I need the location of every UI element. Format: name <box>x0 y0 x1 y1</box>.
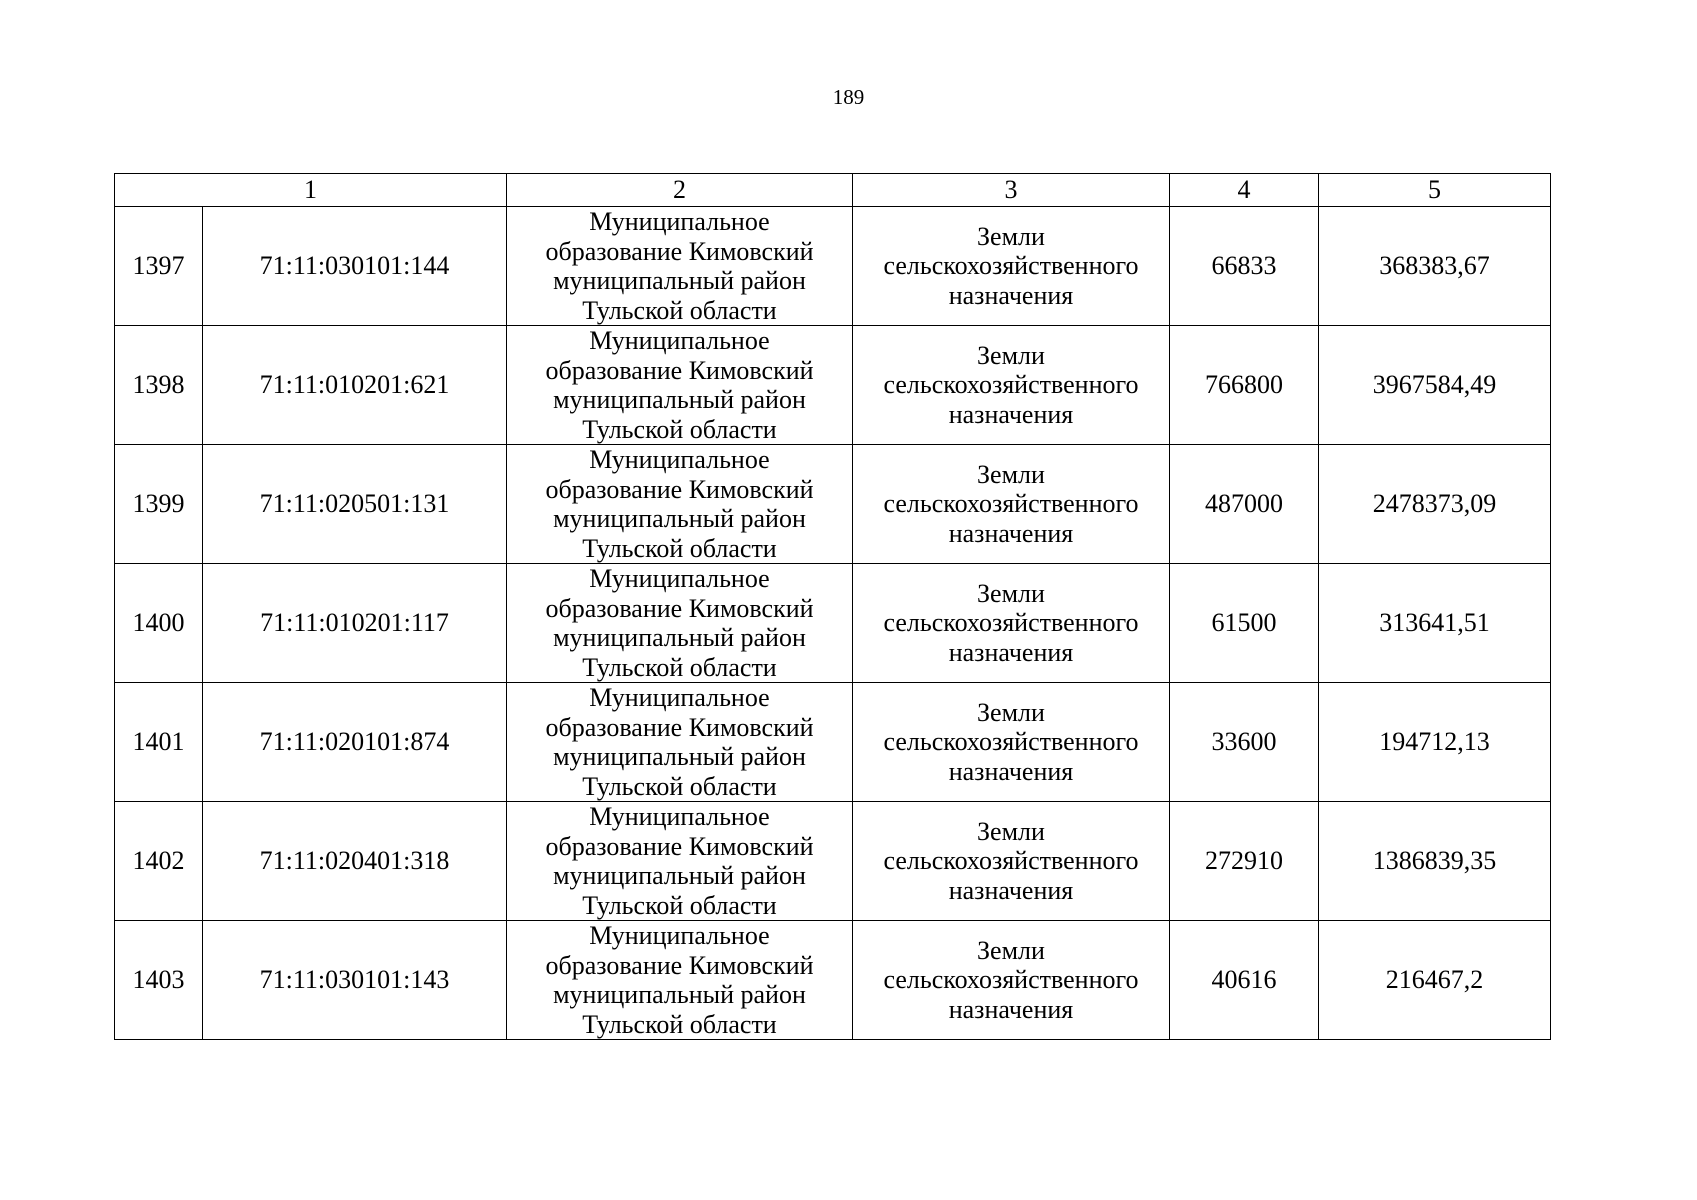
table-row <box>115 564 1551 683</box>
owner-cell <box>507 207 853 326</box>
owner-cell-line: муниципальный район <box>553 742 806 771</box>
owner-cell-line: Муниципальное <box>589 802 770 831</box>
owner-cell-line: муниципальный район <box>553 385 806 414</box>
owner-cell-line: Тульской области <box>582 295 777 325</box>
owner-cell-line: Тульской области <box>582 414 777 444</box>
land-category-cell-line: Земли <box>977 935 1045 965</box>
table-row <box>115 802 1551 921</box>
land-category-cell-line: сельскохозяйственного <box>883 846 1139 876</box>
row-number-cell: 1402 <box>115 802 203 921</box>
owner-cell-line: Тульской области <box>582 533 777 563</box>
land-category-cell-line: Земли <box>977 221 1045 251</box>
land-category-cell-line: назначения <box>948 518 1074 548</box>
land-category-cell-line: Земли <box>977 459 1045 489</box>
row-number-cell: 1398 <box>115 326 203 445</box>
owner-cell-line: муниципальный район <box>553 623 806 652</box>
land-category-cell <box>853 564 1170 683</box>
table-body <box>115 174 1551 1040</box>
land-category-cell-line: назначения <box>948 875 1074 905</box>
cadastral-value-cell: 194712,13 <box>1319 683 1551 802</box>
cadastral-number-cell: 71:11:030101:144 <box>203 207 507 326</box>
header-col-4: 4 <box>1170 174 1319 207</box>
land-category-cell-line: сельскохозяйственного <box>883 727 1139 757</box>
land-category-cell-line: назначения <box>948 399 1074 429</box>
land-category-cell-line: сельскохозяйственного <box>883 965 1139 995</box>
cadastral-value-cell: 368383,67 <box>1319 207 1551 326</box>
land-category-cell-line: назначения <box>948 637 1074 667</box>
land-plots-table <box>114 173 1551 1040</box>
owner-cell-line: образование Кимовский <box>545 831 814 861</box>
owner-cell-line: Муниципальное <box>589 326 770 355</box>
owner-cell-line: образование Кимовский <box>545 474 814 504</box>
owner-cell-line: Муниципальное <box>589 207 770 236</box>
land-category-cell-line: Земли <box>977 340 1045 370</box>
land-category-cell-line: Земли <box>977 578 1045 608</box>
cadastral-number-cell: 71:11:010201:621 <box>203 326 507 445</box>
owner-cell-line: Муниципальное <box>589 564 770 593</box>
owner-cell-line: образование Кимовский <box>545 355 814 385</box>
cadastral-number-cell: 71:11:020501:131 <box>203 445 507 564</box>
header-col-5: 5 <box>1319 174 1551 207</box>
land-category-cell-line: назначения <box>948 756 1074 786</box>
table-row <box>115 207 1551 326</box>
row-number-cell: 1401 <box>115 683 203 802</box>
cadastral-number-cell: 71:11:010201:117 <box>203 564 507 683</box>
area-cell: 487000 <box>1170 445 1319 564</box>
owner-cell-line: образование Кимовский <box>545 950 814 980</box>
land-category-cell-line: сельскохозяйственного <box>883 251 1139 281</box>
area-cell: 272910 <box>1170 802 1319 921</box>
land-category-cell-line: сельскохозяйственного <box>883 489 1139 519</box>
table-row <box>115 683 1551 802</box>
owner-cell <box>507 445 853 564</box>
row-number-cell: 1397 <box>115 207 203 326</box>
cadastral-number-cell: 71:11:030101:143 <box>203 921 507 1040</box>
land-category-cell-line: назначения <box>948 994 1074 1024</box>
owner-cell-line: Тульской области <box>582 652 777 682</box>
cadastral-number-cell: 71:11:020101:874 <box>203 683 507 802</box>
owner-cell-line: Муниципальное <box>589 921 770 950</box>
land-category-cell <box>853 445 1170 564</box>
cadastral-value-cell: 216467,2 <box>1319 921 1551 1040</box>
land-category-cell-line: назначения <box>948 280 1074 310</box>
owner-cell <box>507 326 853 445</box>
table-row <box>115 921 1551 1040</box>
cadastral-value-cell: 313641,51 <box>1319 564 1551 683</box>
land-category-cell-line: сельскохозяйственного <box>883 370 1139 400</box>
owner-cell-line: муниципальный район <box>553 266 806 295</box>
cadastral-value-cell: 3967584,49 <box>1319 326 1551 445</box>
owner-cell-line: муниципальный район <box>553 861 806 890</box>
cadastral-number-cell: 71:11:020401:318 <box>203 802 507 921</box>
row-number-cell: 1400 <box>115 564 203 683</box>
header-col-3: 3 <box>853 174 1170 207</box>
area-cell: 766800 <box>1170 326 1319 445</box>
owner-cell <box>507 564 853 683</box>
area-cell: 61500 <box>1170 564 1319 683</box>
owner-cell <box>507 802 853 921</box>
owner-cell-line: Муниципальное <box>589 683 770 712</box>
area-cell: 66833 <box>1170 207 1319 326</box>
land-category-cell-line: Земли <box>977 697 1045 727</box>
owner-cell-line: Муниципальное <box>589 445 770 474</box>
owner-cell-line: образование Кимовский <box>545 593 814 623</box>
header-col-2: 2 <box>507 174 853 207</box>
area-cell: 33600 <box>1170 683 1319 802</box>
owner-cell-line: муниципальный район <box>553 980 806 1009</box>
land-category-cell-line: Земли <box>977 816 1045 846</box>
land-category-cell <box>853 683 1170 802</box>
land-category-cell <box>853 207 1170 326</box>
land-category-cell <box>853 921 1170 1040</box>
land-category-cell-line: сельскохозяйственного <box>883 608 1139 638</box>
area-cell: 40616 <box>1170 921 1319 1040</box>
table-row <box>115 326 1551 445</box>
land-category-cell <box>853 326 1170 445</box>
owner-cell <box>507 921 853 1040</box>
owner-cell-line: образование Кимовский <box>545 236 814 266</box>
header-col-1: 1 <box>115 174 507 207</box>
cadastral-value-cell: 2478373,09 <box>1319 445 1551 564</box>
row-number-cell: 1399 <box>115 445 203 564</box>
owner-cell-line: Тульской области <box>582 1009 777 1039</box>
page-number: 189 <box>832 85 865 109</box>
owner-cell-line: муниципальный район <box>553 504 806 533</box>
cadastral-value-cell: 1386839,35 <box>1319 802 1551 921</box>
table-row <box>115 445 1551 564</box>
table-header-row <box>115 174 1551 207</box>
owner-cell-line: образование Кимовский <box>545 712 814 742</box>
owner-cell-line: Тульской области <box>582 771 777 801</box>
owner-cell-line: Тульской области <box>582 890 777 920</box>
land-category-cell <box>853 802 1170 921</box>
owner-cell <box>507 683 853 802</box>
row-number-cell: 1403 <box>115 921 203 1040</box>
